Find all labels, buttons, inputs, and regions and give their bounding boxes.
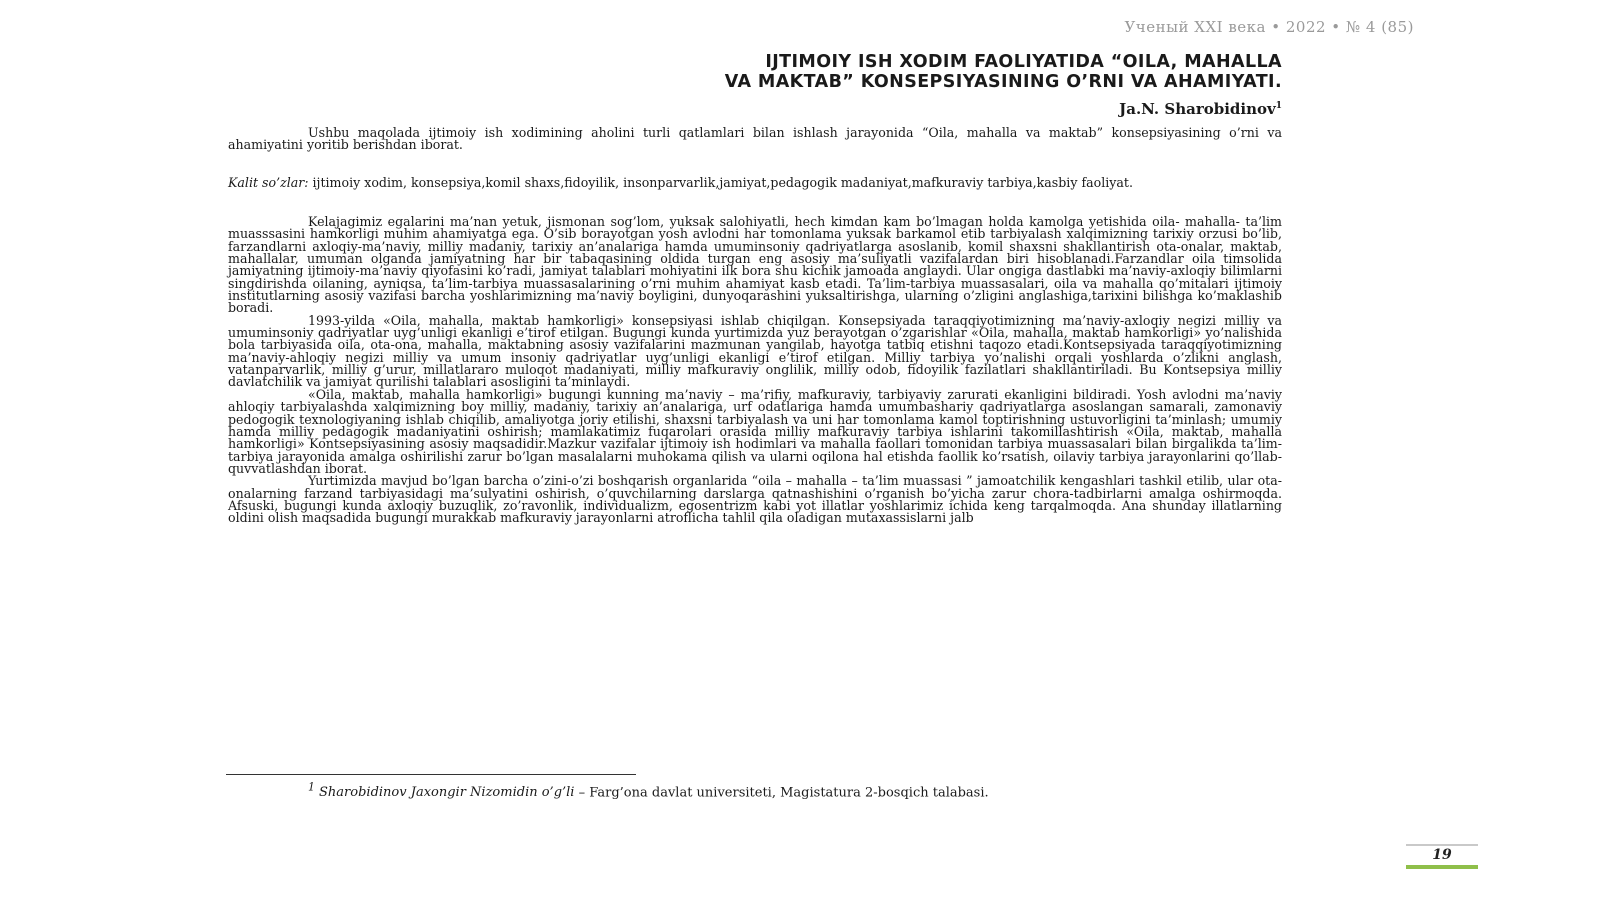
page-number-badge: [1406, 844, 1478, 868]
author-name: Ja.N. Sharobidinov: [1119, 100, 1276, 118]
footnote-mark: 1: [308, 781, 315, 794]
running-header: Ученый XXI века • 2022 • № 4 (85): [1124, 18, 1414, 36]
body-paragraph-2: 1993-yilda «Oila, mahalla, maktab hamkorligi» konsepsiyasi ishlab chiqilgan. Konsepsiyada taraqqiyotimizning ma’naviy-axloqiy negizi milliy va umuminsoniy qadriyatlar uyg’unligi ekanligi e’tirof etilgan. Bugungi kunda yurtimizda yuz berayotgan o’zgarishlar «Oila, mahalla, maktab hamkorligi» yo’nalishida bola tarbiyasida oila, ota-ona, mahalla, maktabning asosiy vazifalarini mazmunan yangilab, hayotga tatbiq etishni taqozo etadi.Kontsepsiyada taraqqiyotimizning ma’naviy-ahloqiy negizi milliy va umum insoniy qadriyatlar uyg’unligi ekanligi e’tirof etilgan. Milliy tarbiya yo’nalishi orqali yoshlarda o’zlikni anglash, vatanparvarlik, milliy g’urur, millatlararo muloqot madaniyati, milliy mafkuraviy onglilik, milliy odob, fidoyilik fazilatlari shakllantiriladi. Bu Kontsepsiya milliy davlatchilik va jamiyat qurilishi talablari asosligini ta’minlaydi.: [228, 312, 1282, 390]
article-title-line-1: IJTIMOIY ISH XODIM FAOLIYATIDA “OILA, MAHALLA: [765, 52, 1282, 72]
keywords-text: ijtimoiy xodim, konsepsiya,komil shaxs,fidoyilik, insonparvarlik,jamiyat,pedagogik madaniyat,mafkuraviy tarbiya,kasbiy faoliyat.: [308, 175, 1133, 190]
keywords-label: Kalit so’zlar:: [228, 175, 309, 190]
footnote-divider: [226, 774, 636, 775]
body-paragraph-1: Kelajagimiz egalarini ma’nan yetuk, jismonan sog’lom, yuksak salohiyatli, hech kimdan kam bo’lmagan holda kamolga yetishida oila- mahalla- ta’lim muasssasini hamkorligi muhim ahamiyatga ega. O’sib borayotgan yosh avlodni har tomonlama yuksak barkamol etib tarbiyalash xalqimizning tarixiy orzusi bo’lib, farzandlarni axloqiy-ma’naviy, milliy madaniy, tarixiy an’analariga hamda umuminsoniy qadriyatlarga asoslanib, komil shaxsni shakllantirish ota-onalar, maktab, mahallalar, umuman olganda jamiyatning har bir tabaqasining oldida turgan eng asosiy ma’suliyatli vazifalardan biri hisoblanadi.Farzandlar oila timsolida jamiyatning ijtimoiy-ma’naviy qiyofasini ko’radi, jamiyat talablari mohiyatini ilk bora shu kichik jamoada anglaydi. Ular ongiga dastlabki ma’naviy-axloqiy bilimlarni singdirishda oilaning, ayniqsa, ta’lim-tarbiya muassasalarining o’rni muhim ahamiyat kasb etadi. Ta’lim-tarbiya muassasalari, oila va mahalla qo’mitalari ijtimoiy institutlarning asosiy vazifasi barcha yoshlarimizning ma’naviy boyligini, dunyoqarashini yuksaltirishga, ularning o’zligini anglashiga,tarixini bilishga ko’maklashib boradi.: [228, 214, 1282, 316]
article-title: [228, 52, 1282, 92]
footnote: [228, 781, 1282, 800]
footnote-author-name: Sharobidinov Jaxongir Nizomidin o’g’li: [319, 785, 575, 801]
body-paragraph-3: «Oila, maktab, mahalla hamkorligi» bugungi kunning ma’naviy – ma’rifiy, mafkuraviy, tarbiyaviy zarurati ekanligini bildiradi. Yosh avlodni ma’naviy ahloqiy tarbiyalashda xalqimizning boy milliy, madaniy, tarixiy an’analariga, urf odatlariga hamda umumbashariy qadriyatlarga asoslangan samarali, zamonaviy pedogogik texnologiyaning ishlab chiqilib, amaliyotga joriy etilishi, shaxsni tarbiyalash va uni har tomonlama kamol toptirishning ustuvorligini ta’minlash; umumiy hamda milliy pedagogik madaniyatini oshirish; mamlakatimiz fuqarolari orasida milliy mafkuraviy tarbiya ishlarini takomillashtirish «Oila, maktab, mahalla hamkorligi» Kontsepsiyasining asosiy maqsadidir.Mazkur vazifalar ijtimoiy ish hodimlari va mahalla faollari tomonidan tarbiya muassasalari bilan birgalikda ta’lim-tarbiya jarayonida amalga oshirilishi zarur bo’lgan masalalarni muhokama qilish va ularni oqilona hal etishda faollik ko’rsatish, oilaviy tarbiya jarayonlarini qo’llab-quvvatlashdan iborat.: [228, 386, 1282, 476]
article-title-line-2: VA MAKTAB” KONSEPSIYASINING O’RNI VA AHAMIYATI.: [724, 72, 1282, 92]
article-body: [228, 216, 1282, 525]
author-footnote-mark: 1: [1275, 101, 1282, 111]
abstract: [228, 127, 1282, 152]
abstract-text: Ushbu maqolada ijtimoiy ish xodimining aholini turli qatlamlari bilan ishlash jarayonida “Oila, mahalla va maktab” konsepsiyasining o’rni va ahamiyatini yoritib berishdan iborat.: [228, 125, 1282, 153]
page-number-top-rule: [1406, 844, 1478, 846]
body-paragraph-4: Yurtimizda mavjud bo’lgan barcha o’zini-o’zi boshqarish organlarida “oila – mahalla – ta’lim muassasi ” jamoatchilik kengashlari tashkil etilib, ular ota-onalarning farzand tarbiyasidagi ma’sulyatini oshirish, o’quvchilarning darslarga qatnashishini o’rganish bo’yicha zarur chora-tadbirlarni amalga oshirmoqda. Afsuski, bugungi kunda axloqiy buzuqlik, zo’ravonlik, individualizm, egosentrizm kabi yot illatlar yoshlarimiz ichida keng tarqalmoqda. Ana shunday illatlarning oldini olish maqsadida bugungi murakkab mafkuraviy jarayonlarni atroflicha tahlil qila oladigan mutaxassislarni jalb: [228, 473, 1282, 526]
article-author: [1119, 100, 1282, 118]
keywords: [228, 177, 1282, 189]
page-number: 19: [1432, 847, 1452, 863]
footnote-affiliation: – Farg’ona davlat universiteti, Magistatura 2-bosqich talabasi.: [574, 785, 989, 801]
page-number-green-bar: [1406, 865, 1478, 869]
